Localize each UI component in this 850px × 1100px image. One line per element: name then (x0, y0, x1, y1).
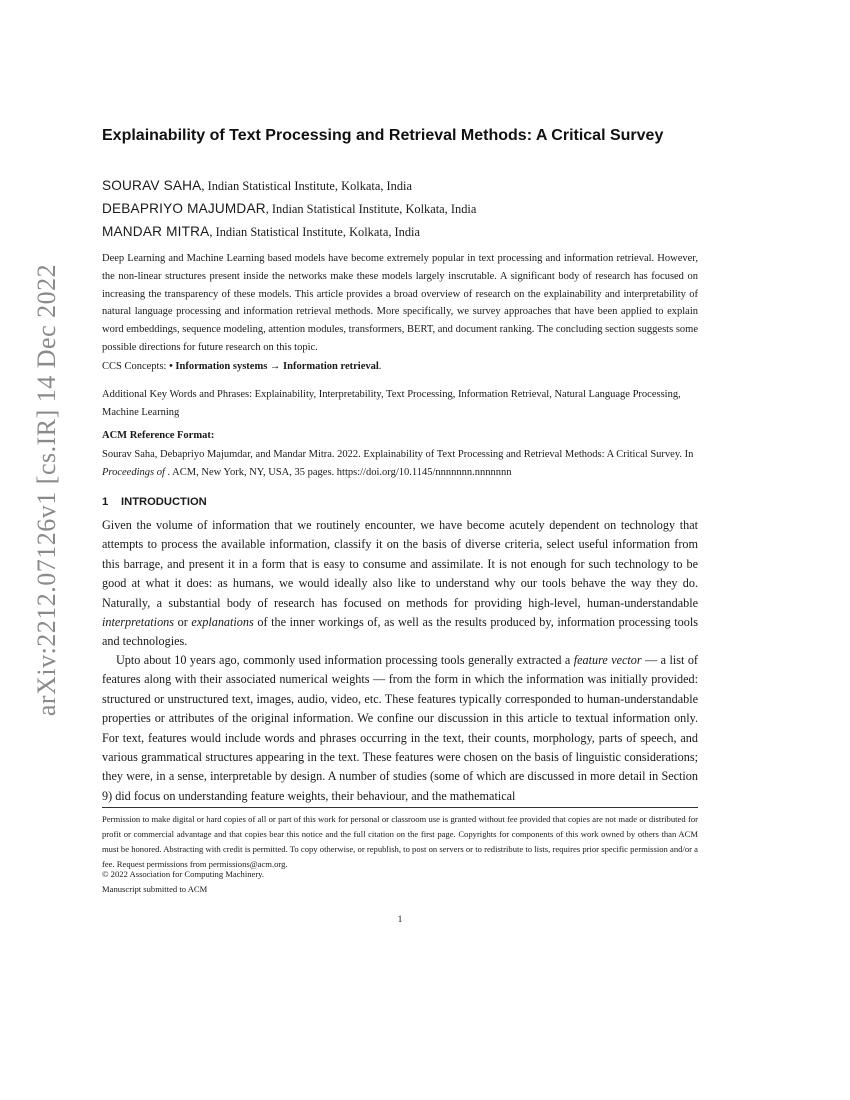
author-name: DEBAPRIYO MAJUMDAR (102, 201, 266, 216)
author-name: MANDAR MITRA (102, 224, 210, 239)
paragraph-text: — a list of features along with their associated numerical weights — from the form in which the information was initially provided: structured or unstructured text, images, audio, video, etc. These features typically corresponded to human-understandable properties or attributes of the original information. We confine our discussion in this article to textual information only. For text, features would include words and phrases occurring in the text, their counts, morphology, parts of speech, and various grammatical structures appearing in the text. These features were chosen on the basis of linguistic considerations; they were, in a sense, interpretable by design. A number of studies (some of which are discussed in more detail in Section 9) did focus on understanding feature weights, their behaviour, and the mathematical (102, 653, 698, 803)
acm-reference-venue: Proceedings of (102, 466, 168, 478)
ccs-concepts (102, 361, 381, 372)
ccs-concept: Information systems → Information retrieval (175, 361, 379, 372)
acm-reference (102, 446, 698, 482)
ccs-bullet: • (169, 361, 176, 372)
manuscript-note: Manuscript submitted to ACM (102, 884, 208, 894)
permission-notice: Permission to make digital or hard copies of all or part of this work for personal or classroom use is granted without fee provided that copies are not made or distributed for profit or commercial advantage and that copies bear this notice and the full citation on the first page. Copyrights for components of this work owned by others than ACM must be honored. Abstracting with credit is permitted. To copy otherwise, or republish, to post on servers or to redistribute to lists, requires prior specific permission and/or a fee. Request permissions from permissions@acm.org. (102, 814, 698, 869)
ccs-end: . (378, 361, 382, 372)
keywords: Additional Key Words and Phrases: Explainability, Interpretability, Text Processing, Information Retrieval, Natural Language Processing, Machine Learning (102, 389, 681, 418)
author-affiliation: , Indian Statistical Institute, Kolkata, India (201, 179, 412, 193)
footnote-rule (102, 807, 698, 808)
paper-title: Explainability of Text Processing and Retrieval Methods: A Critical Survey (102, 127, 664, 144)
acm-reference-heading: ACM Reference Format: (102, 430, 215, 441)
section-heading (102, 496, 207, 508)
intro-paragraph-1 (102, 516, 698, 652)
section-title: INTRODUCTION (121, 496, 207, 508)
arxiv-identifier (26, 263, 68, 717)
author-line (102, 201, 476, 217)
emphasis: explanations (191, 615, 254, 630)
abstract: Deep Learning and Machine Learning based models have become extremely popular in text processing and information retrieval. However, the non-linear structures present inside the networks make these models largely inscrutable. A significant body of research has focused on increasing the transparency of these models. This article provides a broad overview of research on the explainability and interpretability of natural language processing and information retrieval methods. More specifically, we survey approaches that have been applied to explain word embeddings, sequence modeling, attention modules, transformers, BERT, and document ranking. The concluding section suggests some possible directions for future research on this topic. (102, 253, 698, 353)
emphasis: interpretations (102, 615, 174, 630)
paragraph-text: Upto about 10 years ago, commonly used information processing tools generally extracted a (116, 653, 574, 667)
page-number: 1 (397, 915, 403, 925)
emphasis: feature vector (573, 653, 642, 667)
arxiv-id-text: arXiv:2212.07126v1 [cs.IR] 14 Dec 2022 (32, 263, 62, 717)
paragraph-text: Given the volume of information that we routinely encounter, we have become acutely dependent on technology that attempts to process the available information, classify it on the basis of diverse criteria, select useful information from this barrage, and present it in a form that is easy to consume and assimilate. It is not enough for such technology to be good at what it does: as humans, we would ideally also like to understand why our tools behave the way they do. Naturally, a substantial body of research has focused on methods for providing high-level, human-understandable (102, 518, 698, 610)
author-name: SOURAV SAHA (102, 178, 202, 193)
copyright-notice: © 2022 Association for Computing Machinery. (102, 869, 265, 879)
author-line (102, 224, 420, 240)
author-affiliation: , Indian Statistical Institute, Kolkata, India (265, 202, 477, 216)
author-affiliation: , Indian Statistical Institute, Kolkata, India (209, 225, 420, 239)
acm-reference-text: Sourav Saha, Debapriyo Majumdar, and Mandar Mitra. 2022. Explainability of Text Processing and Retrieval Methods: A Critical Survey. In (102, 449, 694, 460)
section-number: 1 (102, 496, 109, 508)
intro-paragraph-2 (102, 651, 698, 806)
paragraph-text: of the inner workings of, as well as the results produced by, information processing tools and technologies. (102, 615, 699, 649)
author-line (102, 178, 412, 194)
ccs-label: CCS Concepts: (102, 361, 170, 372)
acm-reference-tail: . ACM, New York, NY, USA, 35 pages. https://doi.org/10.1145/nnnnnnn.nnnnnnn (167, 466, 512, 478)
paragraph-text: or (174, 615, 192, 630)
